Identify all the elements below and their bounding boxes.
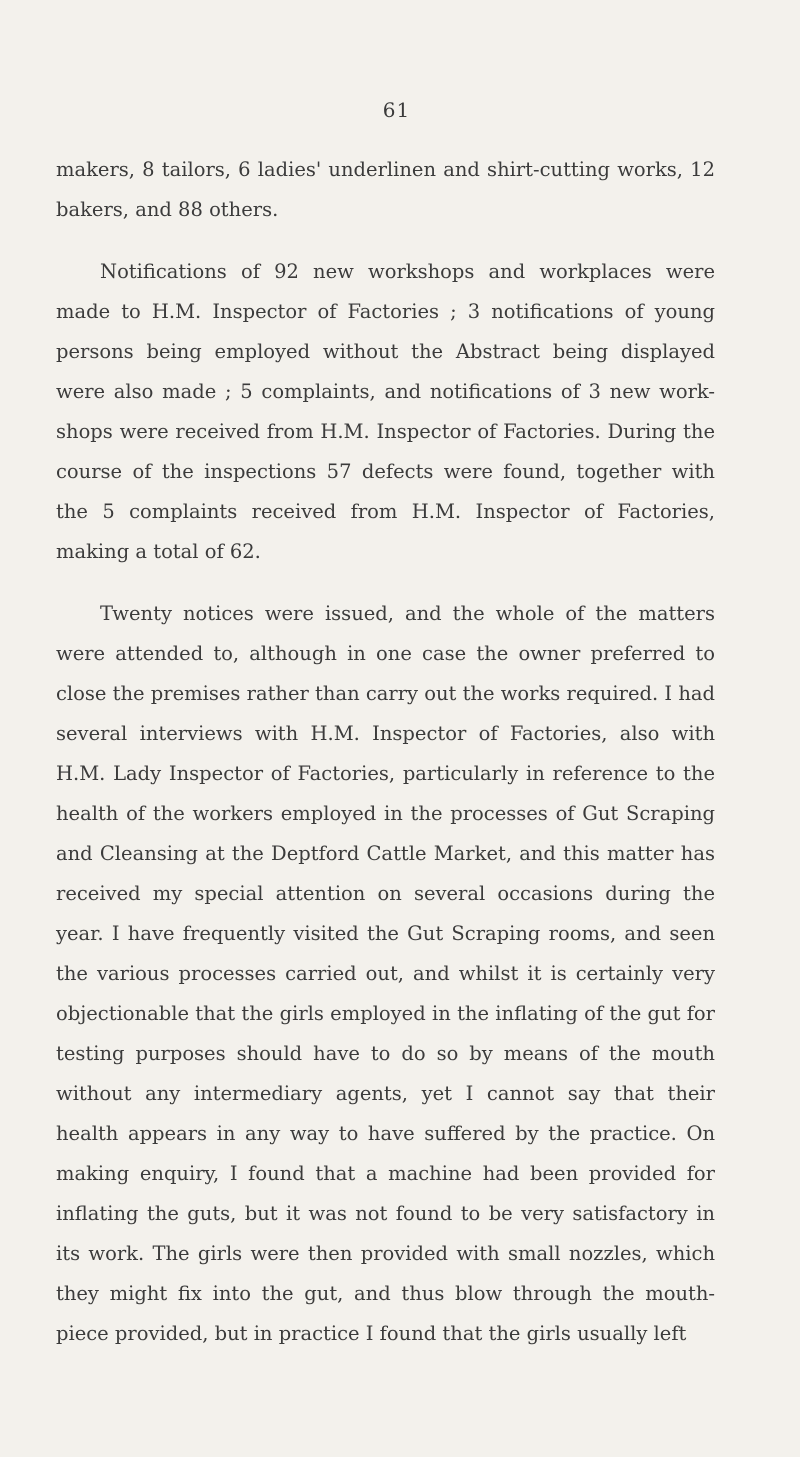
- paragraph-notifications: Notifications of 92 new workshops and workplaces were made to H.M. Inspector of Factories ; 3 notifications of young persons being employed without the Abstract being displayed were also made ; 5 complaints, and notifications of 3 new work-shops were received from H.M. Inspector of Factories. During the course of the inspections 57 defects were found, together with the 5 complaints received from H.M. Inspector of Factories, making a total of 62.: [56, 260, 715, 563]
- page-number: 61: [382, 98, 411, 122]
- paragraph-notices: Twenty notices were issued, and the whole of the matters were attended to, although in one case the owner preferred to close the premises rather than carry out the works required. I had several interviews with H.M. Inspector of Factories, also with H.M. Lady Inspector of Factories, particularly in reference to the health of the workers employed in the processes of Gut Scraping and Cleansing at the Deptford Cattle Market, and this matter has received my special attention on several occasions during the year. I have frequently visited the Gut Scraping rooms, and seen the various processes carried out, and whilst it is certainly very objectionable that the girls employed in the inflating of the gut for testing purposes should have to do so by means of the mouth without any intermediary agents, yet I cannot say that their health appears in any way to have suffered by the practice. On making enquiry, I found that a machine had been provided for inflating the guts, but it was not found to be very satisfactory in its work. The girls were then provided with small nozzles, which they might fix into the gut, and thus blow through the mouth-piece provided, but in practice I found that the girls usually left: [56, 602, 715, 1345]
- paragraph-continued: makers, 8 tailors, 6 ladies' underlinen and shirt-cutting works, 12 bakers, and 88 others.: [56, 158, 715, 221]
